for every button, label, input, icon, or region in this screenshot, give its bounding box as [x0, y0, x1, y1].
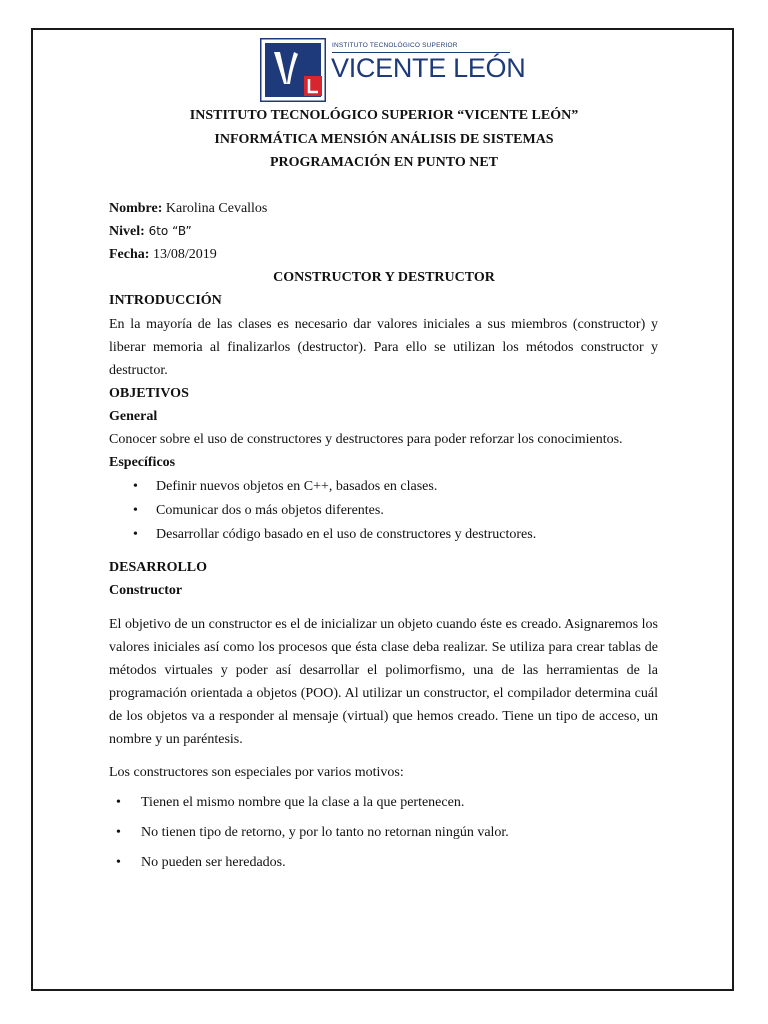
specific-heading: Específicos: [109, 455, 176, 470]
name-value: Karolina Cevallos: [162, 201, 268, 216]
logo-small-text: INSTITUTO TECNOLÓGICO SUPERIOR: [332, 42, 458, 49]
bullet-icon: •: [116, 795, 121, 810]
intro-heading: INTRODUCCIÓN: [109, 293, 222, 308]
bullet-icon: •: [116, 825, 121, 840]
constructor-paragraph: El objetivo de un constructor es el de inicializar un objeto cuando éste es creado. Asignaremos los valores iniciales así como los procesos que ésta clase deba realizar. Se utiliza para crear tablas de métodos virtuales y poder así desarrollar el polimorfismo, una de las herramientas de la programación orientada a objetos (POO). Al utilizar un constructor, el compilador determina cuál de los objetos va a responder al mensaje (virtual) que hemos creado. Tiene un tipo de acceso, un nombre y un paréntesis.: [109, 617, 658, 747]
intro-paragraph: En la mayoría de las clases es necesario dar valores iniciales a sus miembros (constructor) y liberar memoria al finalizarlos (destructor). Para ello se utilizan los métodos constructor y destructor.: [109, 317, 658, 378]
document-title: CONSTRUCTOR Y DESTRUCTOR: [273, 270, 495, 285]
course-title: PROGRAMACIÓN EN PUNTO NET: [269, 155, 499, 170]
bullet-icon: •: [133, 527, 138, 542]
date-line: [109, 247, 217, 263]
bullet-icon: •: [133, 503, 138, 518]
reason-item: No tienen tipo de retorno, y por lo tanto no retornan ningún valor.: [141, 825, 509, 840]
specific-item: Comunicar dos o más objetos diferentes.: [156, 503, 384, 518]
logo-big-text: VICENTE LEÓN: [331, 53, 526, 83]
name-line: [109, 201, 267, 217]
specific-item: Desarrollar código basado en el uso de constructores y destructores.: [156, 527, 537, 542]
bullet-icon: •: [133, 479, 138, 494]
logo-mark-icon: [260, 38, 326, 102]
name-label: Nombre:: [109, 201, 163, 216]
level-value: 6to “B”: [144, 224, 192, 238]
objectives-heading: OBJETIVOS: [109, 386, 189, 401]
reason-item: Tienen el mismo nombre que la clase a la que pertenecen.: [141, 795, 465, 810]
level-line: [109, 224, 192, 240]
constructor-heading: Constructor: [109, 583, 183, 598]
general-text: Conocer sobre el uso de constructores y destructores para poder reforzar los conocimientos.: [109, 432, 623, 447]
reasons-intro: Los constructores son especiales por varios motivos:: [109, 765, 404, 780]
development-heading: DESARROLLO: [109, 560, 208, 575]
specific-item: Definir nuevos objetos en C++, basados en clases.: [156, 479, 438, 494]
reason-item: No pueden ser heredados.: [141, 855, 286, 870]
institute-logo: [260, 38, 526, 102]
level-label: Nivel:: [109, 224, 145, 239]
institute-title: INSTITUTO TECNOLÓGICO SUPERIOR “VICENTE LEÓN”: [189, 108, 579, 123]
program-title: INFORMÁTICA MENSIÓN ANÁLISIS DE SISTEMAS: [214, 132, 554, 147]
date-label: Fecha:: [109, 247, 150, 262]
date-value: 13/08/2019: [149, 247, 217, 262]
bullet-icon: •: [116, 855, 121, 870]
general-heading: General: [109, 409, 158, 424]
